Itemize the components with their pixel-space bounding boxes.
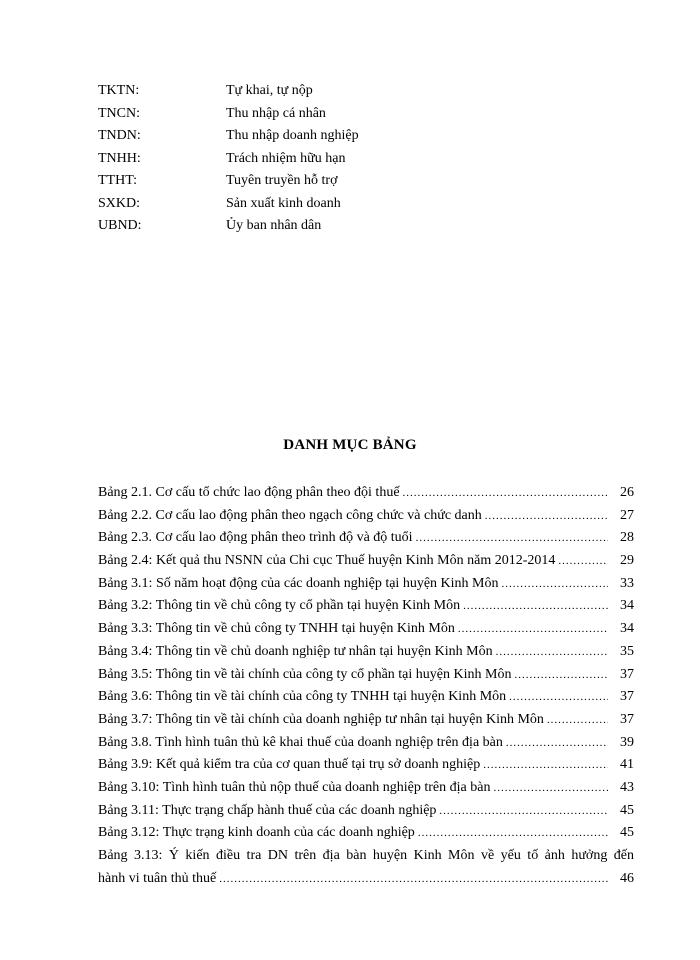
- toc-entry[interactable]: [98, 527, 634, 550]
- abbreviation-value: Sản xuất kinh doanh: [226, 195, 341, 211]
- abbreviation-key: TTHT:: [98, 173, 137, 188]
- abbreviation-row: [98, 80, 359, 103]
- dot-leader: [416, 527, 608, 550]
- toc-entry-page: 28: [620, 530, 634, 546]
- abbreviation-value: Ủy ban nhân dân: [226, 218, 322, 233]
- toc-entry-title: Bảng 3.5: Thông tin về tài chính của công ty cổ phần tại huyện Kinh Môn: [98, 666, 512, 682]
- toc-entry-page: 45: [620, 825, 634, 841]
- toc-entry[interactable]: [98, 686, 634, 709]
- abbreviation-value: Tự khai, tự nộp: [226, 83, 313, 98]
- dot-leader: [493, 777, 608, 800]
- toc-entry[interactable]: [98, 732, 634, 755]
- abbreviation-key: TNHH:: [98, 150, 141, 166]
- abbreviation-row: [98, 103, 359, 126]
- dot-leader: [506, 732, 608, 755]
- toc-entry[interactable]: [98, 505, 634, 528]
- abbreviation-row: [98, 125, 359, 148]
- dot-leader: [496, 641, 608, 664]
- dot-leader: [485, 505, 608, 528]
- dot-leader: [558, 550, 608, 573]
- toc-entry[interactable]: [98, 618, 634, 641]
- toc-entry-title: Bảng 3.2: Thông tin về chủ công ty cổ phần tại huyện Kinh Môn: [98, 598, 461, 614]
- toc-entry-page: 37: [620, 689, 634, 705]
- toc-entry-page: 26: [620, 485, 634, 500]
- abbreviation-key: SXKD:: [98, 195, 141, 211]
- toc-entry-title: Bảng 3.12: Thực trạng kinh doanh của các doanh nghiệp: [98, 825, 415, 841]
- abbreviation-row: [98, 193, 359, 216]
- toc-entry-page: 37: [620, 711, 634, 727]
- dot-leader: [509, 686, 608, 709]
- abbreviation-key: UBND:: [98, 218, 142, 233]
- toc-entry-title: Bảng 3.13: Ý kiến điều tra DN trên địa bàn huyện Kinh Môn về yếu tố ảnh hưởng đến: [98, 848, 634, 863]
- toc-entry-page: 43: [620, 779, 634, 795]
- toc-entry[interactable]: [98, 754, 634, 777]
- abbreviation-value: Thu nhập cá nhân: [226, 105, 326, 121]
- abbreviation-row: [98, 148, 359, 171]
- toc-entry-page: 34: [620, 621, 634, 637]
- dot-leader: [514, 664, 608, 687]
- dot-leader: [483, 754, 608, 777]
- toc-entry-title: Bảng 3.7: Thông tin về tài chính của doanh nghiệp tư nhân tại huyện Kinh Môn: [98, 711, 544, 727]
- toc-entry-title: Bảng 2.2. Cơ cấu lao động phân theo ngạch công chức và chức danh: [98, 507, 482, 523]
- dot-leader: [418, 822, 608, 845]
- section-title: DANH MỤC BẢNG: [283, 437, 417, 453]
- toc-entry-page: 33: [620, 575, 634, 591]
- toc-entry-page: 45: [620, 802, 634, 818]
- toc-entry-title: Bảng 3.4: Thông tin về chủ doanh nghiệp tư nhân tại huyện Kinh Môn: [98, 643, 493, 659]
- dot-leader: [547, 709, 608, 732]
- dot-leader: [463, 595, 608, 618]
- toc-entry-title: Bảng 3.8. Tình hình tuân thủ kê khai thuế của doanh nghiệp trên địa bàn: [98, 734, 503, 750]
- dot-leader: [501, 573, 608, 596]
- abbreviation-key: TKTN:: [98, 83, 140, 98]
- toc-entry[interactable]: [98, 482, 634, 505]
- toc-entry[interactable]: [98, 664, 634, 687]
- toc-entry-multiline-second-line[interactable]: [98, 868, 634, 891]
- toc-entry-page: 35: [620, 643, 634, 659]
- dot-leader: [439, 800, 608, 823]
- toc-entry-title: Bảng 3.9: Kết quả kiểm tra của cơ quan thuế tại trụ sở doanh nghiệp: [98, 757, 481, 773]
- abbreviation-key: TNCN:: [98, 105, 140, 121]
- toc-entry-page: 27: [620, 507, 634, 523]
- toc-entry-page: 29: [620, 553, 634, 569]
- toc-entry-page: 41: [620, 757, 634, 773]
- toc-entry[interactable]: [98, 709, 634, 732]
- abbreviation-row: [98, 170, 359, 193]
- table-of-tables: [98, 482, 634, 890]
- toc-entry[interactable]: [98, 800, 634, 823]
- toc-entry[interactable]: [98, 573, 634, 596]
- toc-entry-page: 34: [620, 598, 634, 614]
- toc-entry[interactable]: [98, 595, 634, 618]
- dot-leader: [403, 482, 608, 505]
- toc-entry-title: Bảng 3.1: Số năm hoạt động của các doanh nghiệp tại huyện Kinh Môn: [98, 575, 499, 591]
- abbreviation-row: [98, 215, 359, 238]
- abbreviation-key: TNDN:: [98, 128, 141, 143]
- toc-entry-title: Bảng 3.10: Tình hình tuân thủ nộp thuế của doanh nghiệp trên địa bàn: [98, 779, 491, 795]
- abbreviation-value: Thu nhập doanh nghiệp: [226, 128, 359, 143]
- toc-entry-title: Bảng 2.1. Cơ cấu tổ chức lao động phân theo đội thuế: [98, 485, 400, 500]
- toc-entry[interactable]: [98, 641, 634, 664]
- abbreviation-value: Trách nhiệm hữu hạn: [226, 150, 346, 166]
- toc-entry-page: 37: [620, 666, 634, 682]
- toc-entry-title: Bảng 3.11: Thực trạng chấp hành thuế của các doanh nghiệp: [98, 802, 437, 818]
- dot-leader: [458, 618, 608, 641]
- toc-entry[interactable]: [98, 777, 634, 800]
- dot-leader: [219, 868, 608, 891]
- toc-entry-title: Bảng 3.3: Thông tin về chủ công ty TNHH tại huyện Kinh Môn: [98, 621, 455, 637]
- toc-entry-page: 46: [620, 870, 634, 886]
- toc-entry-page: 39: [620, 734, 634, 750]
- abbreviation-list: [98, 80, 359, 238]
- toc-entry-title: Bảng 2.4: Kết quả thu NSNN của Chi cục Thuế huyện Kinh Môn năm 2012-2014: [98, 553, 556, 569]
- toc-entry-title: Bảng 3.6: Thông tin về tài chính của công ty TNHH tại huyện Kinh Môn: [98, 689, 507, 705]
- toc-entry[interactable]: [98, 550, 634, 573]
- toc-entry[interactable]: [98, 822, 634, 845]
- toc-entry-multiline-first-line[interactable]: [98, 845, 634, 868]
- abbreviation-value: Tuyên truyền hỗ trợ: [226, 173, 338, 188]
- toc-entry-title: Bảng 2.3. Cơ cấu lao động phân theo trình độ và độ tuổi: [98, 530, 413, 546]
- toc-entry-title-continued: hành vi tuân thủ thuế: [98, 870, 217, 886]
